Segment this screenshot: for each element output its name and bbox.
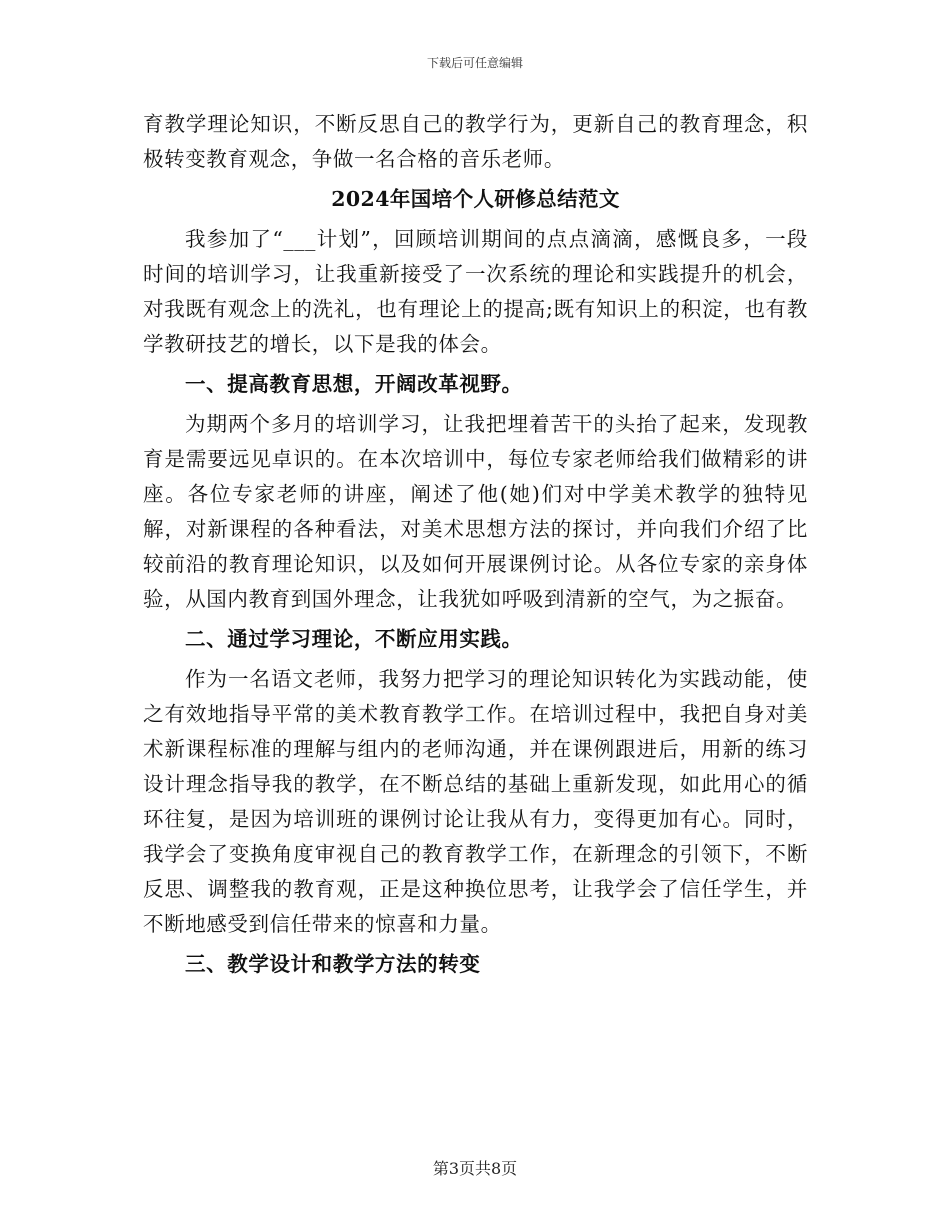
section-heading-1: 一、提高教育思想，开阔改革视野。 — [185, 372, 523, 396]
section-paragraph-1: 为期两个多月的培训学习，让我把埋着苦干的头抬了起来，发现教育是需要远见卓识的。在本次培训中，每位专家老师给我们做精彩的讲座。各位专家老师的讲座，阐述了他(她)们对中学美术教学的独特见解，对新课程的各种看法，对美术思想方法的探讨，并向我们介绍了比较前沿的教育理论知识，以及如何开展课例讨论。从各位专家的亲身体验，从国内教育到国外理念，让我犹如呼吸到清新的空气，为之振奋。 — [143, 412, 808, 611]
section-paragraph-2: 作为一名语文老师，我努力把学习的理论知识转化为实践动能，使之有效地指导平常的美术教育教学工作。在培训过程中，我把自身对美术新课程标准的理解与组内的老师沟通，并在课例跟进后，用新的练习设计理念指导我的教学，在不断总结的基础上重新发现，如此用心的循环往复，是因为培训班的课例讨论让我从有力，变得更加有心。同时，我学会了变换角度审视自己的教育教学工作，在新理念的引领下，不断反思、调整我的教育观，正是这种换位思考，让我学会了信任学生，并不断地感受到信任带来的惊喜和力量。 — [143, 667, 808, 936]
page-number-footer: 第3页共8页 — [432, 1159, 518, 1178]
section-heading-3: 三、教学设计和教学方法的转变 — [185, 952, 481, 976]
opening-paragraph: 我参加了“___计划”，回顾培训期间的点点滴滴，感慨良多，一段时间的培训学习，让我重新接受了一次系统的理论和实践提升的机会，对我既有观念上的洗礼，也有理论上的提高;既有知识上的积淀，也有教学教研技艺的增长，以下是我的体会。 — [143, 227, 808, 356]
page-header-note: 下载后可任意编辑 — [426, 56, 523, 70]
document-title: 2024年国培个人研修总结范文 — [331, 187, 620, 211]
document-body — [143, 107, 808, 987]
intro-paragraph-tail: 育教学理论知识，不断反思自己的教学行为，更新自己的教育理念，积极转变教育观念，争做一名合格的音乐老师。 — [143, 112, 808, 171]
section-heading-2: 二、通过学习理论，不断应用实践。 — [185, 627, 523, 651]
